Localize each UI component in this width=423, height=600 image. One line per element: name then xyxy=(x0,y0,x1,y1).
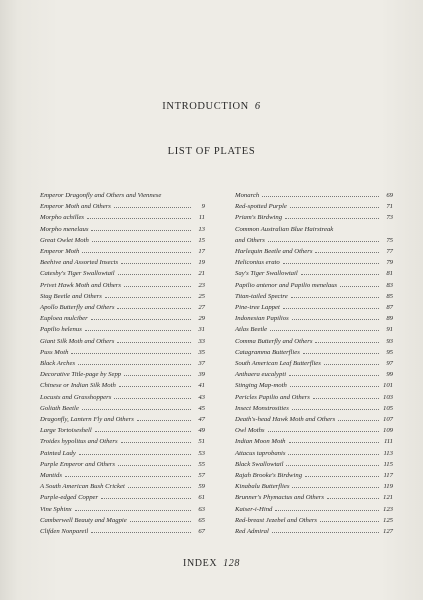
plate-list-item xyxy=(40,481,205,492)
dot-leader xyxy=(87,218,191,219)
plate-page-number: 49 xyxy=(198,427,205,435)
list-of-plates-title: LIST OF PLATES xyxy=(167,146,256,157)
plates-list-right-column xyxy=(235,190,393,537)
plate-page-number: 119 xyxy=(383,483,393,491)
plate-list-item xyxy=(235,492,393,503)
plate-title: Common Australian Blue Hairstreak xyxy=(235,225,334,233)
plate-title: Euploea mulciber xyxy=(40,315,88,323)
plate-page-number: 33 xyxy=(198,337,205,345)
plate-page-number: 55 xyxy=(198,460,205,468)
plate-title: Harlequin Beetle and Others xyxy=(235,248,313,256)
plate-list-item xyxy=(40,358,205,369)
plate-page-number: 9 xyxy=(201,203,205,211)
plate-title: Decorative Title-page by Sepp xyxy=(40,371,122,379)
plate-title: Titan-tailed Spectre xyxy=(235,292,288,300)
plate-page-number: 39 xyxy=(198,371,205,379)
plate-list-item xyxy=(235,235,393,246)
plate-list-item xyxy=(40,369,205,380)
plate-list-item xyxy=(235,347,393,358)
plate-page-number: 127 xyxy=(382,528,393,536)
plate-title: Red-breast Jezebel and Others xyxy=(235,516,318,524)
plate-page-number: 109 xyxy=(382,427,393,435)
plate-title: Locusts and Grasshoppers xyxy=(40,393,112,401)
plate-page-number: 19 xyxy=(198,259,205,267)
introduction-page-number: 6 xyxy=(254,101,261,112)
plate-title: Purple-edged Copper xyxy=(40,494,99,502)
plate-title: and Others xyxy=(235,236,265,244)
plate-list-item xyxy=(235,313,393,324)
dot-leader xyxy=(71,353,191,354)
plate-list-item xyxy=(235,358,393,369)
plate-page-number: 23 xyxy=(198,281,205,289)
plate-page-number: 53 xyxy=(198,449,205,457)
plate-page-number: 75 xyxy=(386,236,393,244)
dot-leader xyxy=(75,510,191,511)
plate-title: Say's Tiger Swallowtail xyxy=(235,270,298,278)
plate-title: South American Leaf Butterflies xyxy=(235,360,321,368)
plate-list-item xyxy=(40,403,205,414)
plate-page-number: 15 xyxy=(198,236,205,244)
plate-title: Rajah Brooke's Birdwing xyxy=(235,472,303,480)
index-page-number: 128 xyxy=(223,558,240,569)
plate-list-item xyxy=(40,235,205,246)
plate-title: A South American Bush Cricket xyxy=(40,483,125,491)
plate-page-number: 21 xyxy=(198,270,205,278)
plate-page-number: 25 xyxy=(198,292,205,300)
plate-title: Troides hypolitus and Others xyxy=(40,438,118,446)
plate-list-item xyxy=(235,224,393,235)
dot-leader xyxy=(128,487,191,488)
plate-title: Privet Hawk Moth and Others xyxy=(40,281,121,289)
dot-leader xyxy=(79,454,191,455)
plate-list-item xyxy=(40,224,205,235)
plate-page-number: 43 xyxy=(198,393,205,401)
plate-page-number: 11 xyxy=(198,214,205,222)
plate-page-number: 31 xyxy=(198,326,205,334)
plate-page-number: 113 xyxy=(383,449,393,457)
plate-page-number: 37 xyxy=(198,360,205,368)
plate-page-number: 107 xyxy=(382,416,393,424)
plate-title: Stinging Map-moth xyxy=(235,382,287,390)
plate-title: Monarch xyxy=(235,192,260,199)
plate-page-number: 65 xyxy=(198,516,205,524)
dot-leader xyxy=(283,263,379,264)
plate-list-item xyxy=(40,336,205,347)
plate-list-item xyxy=(235,201,393,212)
plate-list-item xyxy=(235,448,393,459)
plate-page-number: 59 xyxy=(198,483,205,491)
dot-leader xyxy=(118,274,191,275)
plate-title: Great Owlet Moth xyxy=(40,236,89,244)
dot-leader xyxy=(315,342,379,343)
plate-list-item xyxy=(235,481,393,492)
plate-page-number: 27 xyxy=(198,304,205,312)
plate-page-number: 115 xyxy=(383,460,393,468)
dot-leader xyxy=(289,375,379,376)
plate-title: Red Admiral xyxy=(235,528,269,536)
dot-leader xyxy=(114,207,191,208)
dot-leader xyxy=(315,252,379,253)
plate-list-item xyxy=(40,201,205,212)
dot-leader xyxy=(262,196,379,197)
plate-page-number: 123 xyxy=(382,505,393,513)
plate-page-number: 41 xyxy=(198,382,205,390)
dot-leader xyxy=(92,241,191,242)
plate-title: Mantids xyxy=(40,472,62,480)
plate-page-number: 67 xyxy=(198,528,205,536)
plate-title: Chinese or Indian Silk Moth xyxy=(40,382,116,390)
dot-leader xyxy=(270,330,379,331)
plate-page-number: 83 xyxy=(386,281,393,289)
dot-leader xyxy=(101,498,191,499)
dot-leader xyxy=(283,308,379,309)
plate-title: Camberwell Beauty and Magpie xyxy=(40,516,127,524)
dot-leader xyxy=(124,286,191,287)
plate-list-item xyxy=(235,425,393,436)
dot-leader xyxy=(275,510,379,511)
plate-list-item xyxy=(40,291,205,302)
dot-leader xyxy=(290,386,379,387)
plate-list-item xyxy=(235,246,393,257)
plate-list-item xyxy=(40,436,205,447)
plate-list-item xyxy=(40,526,205,537)
plate-page-number: 63 xyxy=(198,505,205,513)
plate-title: Apollo Butterfly and Others xyxy=(40,304,115,312)
dot-leader xyxy=(338,420,379,421)
plate-page-number: 69 xyxy=(386,192,393,199)
plate-title: Catesby's Tiger Swallowtail xyxy=(40,270,115,278)
dot-leader xyxy=(292,409,379,410)
plate-page-number: 99 xyxy=(386,371,393,379)
dot-leader xyxy=(305,476,379,477)
dot-leader xyxy=(121,263,191,264)
plate-list-item xyxy=(235,302,393,313)
plate-page-number: 125 xyxy=(382,516,393,524)
plate-list-item xyxy=(235,504,393,515)
plate-list-item xyxy=(235,212,393,223)
plate-title: Morpho menelaus xyxy=(40,225,89,233)
plate-list-item xyxy=(235,403,393,414)
plate-page-number: 71 xyxy=(386,203,393,211)
plate-title: Emperor Dragonfly and Others and Viennese xyxy=(40,192,162,199)
plate-page-number: 111 xyxy=(383,438,393,446)
index-label: INDEX xyxy=(183,558,218,569)
plate-title: Painted Lady xyxy=(40,449,76,457)
plate-title: Brunner's Phymactus and Others xyxy=(235,494,324,502)
plate-list-item xyxy=(40,257,205,268)
dot-leader xyxy=(285,218,379,219)
dot-leader xyxy=(65,476,191,477)
plate-page-number: 35 xyxy=(198,348,205,356)
plate-page-number: 95 xyxy=(386,348,393,356)
introduction-heading xyxy=(0,101,423,112)
plate-list-item xyxy=(235,257,393,268)
introduction-label: INTRODUCTION xyxy=(162,101,249,112)
plate-list-item xyxy=(40,246,205,257)
plate-list-item xyxy=(40,492,205,503)
plate-list-item xyxy=(40,515,205,526)
plate-page-number: 17 xyxy=(198,248,205,256)
plate-title: Stag Beetle and Others xyxy=(40,292,102,300)
plate-title: Large Tortoiseshell xyxy=(40,427,92,435)
plate-list-item xyxy=(235,369,393,380)
dot-leader xyxy=(324,364,379,365)
dot-leader xyxy=(91,319,191,320)
plate-page-number: 87 xyxy=(386,304,393,312)
plate-title: Giant Silk Moth and Others xyxy=(40,337,115,345)
plate-title: Death's-head Hawk Moth and Others xyxy=(235,416,336,424)
plate-list-item xyxy=(235,380,393,391)
plate-page-number: 105 xyxy=(382,404,393,412)
plate-list-item xyxy=(40,414,205,425)
plate-list-item xyxy=(235,515,393,526)
dot-leader xyxy=(117,342,191,343)
plate-page-number: 29 xyxy=(198,315,205,323)
plate-list-item xyxy=(40,392,205,403)
plate-title: Dragonfly, Lantern Fly and Others xyxy=(40,416,134,424)
plate-list-item xyxy=(235,280,393,291)
dot-leader xyxy=(290,207,379,208)
plates-list-left-column xyxy=(40,190,205,537)
plate-page-number: 91 xyxy=(386,326,393,334)
plate-page-number: 103 xyxy=(382,393,393,401)
dot-leader xyxy=(288,454,379,455)
dot-leader xyxy=(268,241,379,242)
plate-title: Morpho achilles xyxy=(40,214,85,222)
dot-leader xyxy=(286,465,379,466)
dot-leader xyxy=(78,364,191,365)
dot-leader xyxy=(130,521,191,522)
plate-page-number: 13 xyxy=(198,225,205,233)
plate-title: Owl Moths xyxy=(235,427,265,435)
dot-leader xyxy=(272,532,379,533)
index-heading xyxy=(0,558,423,569)
plate-title: Pericles Papilio and Others xyxy=(235,393,310,401)
plate-title: Attacus taprobanis xyxy=(235,449,286,457)
plate-list-item xyxy=(235,436,393,447)
plate-title: Kinabalu Butterflies xyxy=(235,483,290,491)
plate-page-number: 77 xyxy=(386,248,393,256)
plate-title: Pine-tree Lappet xyxy=(235,304,280,312)
plate-list-item xyxy=(40,212,205,223)
plate-title: Heliconius erato xyxy=(235,259,280,267)
plate-list-item xyxy=(40,347,205,358)
plate-title: Emperor Moth and Others xyxy=(40,203,111,211)
plate-page-number: 89 xyxy=(386,315,393,323)
plate-title: Priam's Birdwing xyxy=(235,214,283,222)
dot-leader xyxy=(114,398,191,399)
plate-list-item xyxy=(40,324,205,335)
dot-leader xyxy=(124,375,191,376)
plate-title: Insect Monstrosities xyxy=(235,404,289,412)
plate-page-number: 85 xyxy=(386,292,393,300)
dot-leader xyxy=(291,297,379,298)
plate-title: Clifden Nonpareil xyxy=(40,528,89,536)
plate-list-item xyxy=(235,291,393,302)
plate-page-number: 81 xyxy=(386,270,393,278)
plate-list-item xyxy=(40,313,205,324)
plate-list-item xyxy=(40,380,205,391)
dot-leader xyxy=(340,286,379,287)
dot-leader xyxy=(303,353,379,354)
plate-page-number: 73 xyxy=(386,214,393,222)
dot-leader xyxy=(85,330,191,331)
plate-page-number: 93 xyxy=(386,337,393,345)
plate-title: Puss Moth xyxy=(40,348,69,356)
plate-title: Papilio antenor and Papilio menelaus xyxy=(235,281,338,289)
plate-list-item xyxy=(40,425,205,436)
dot-leader xyxy=(117,308,191,309)
plate-list-item xyxy=(235,324,393,335)
plate-title: Indonesian Papilios xyxy=(235,315,289,323)
plate-page-number: 47 xyxy=(198,416,205,424)
plate-title: Atlas Beetle xyxy=(235,326,268,334)
plate-title: Black Arches xyxy=(40,360,76,368)
plate-title: Kaiser-i-Hind xyxy=(235,505,273,513)
dot-leader xyxy=(105,297,191,298)
plate-title: Papilio helenus xyxy=(40,326,82,334)
plate-list-item xyxy=(235,526,393,537)
plate-list-item xyxy=(235,190,393,201)
plate-title: Vine Sphinx xyxy=(40,505,72,513)
dot-leader xyxy=(118,465,191,466)
plate-list-item xyxy=(235,414,393,425)
plate-title: Purple Emperor and Others xyxy=(40,460,115,468)
plate-page-number: 117 xyxy=(383,472,393,480)
plate-title: Black Swallowtail xyxy=(235,460,284,468)
plate-list-item xyxy=(235,336,393,347)
plate-page-number: 79 xyxy=(386,259,393,267)
dot-leader xyxy=(95,431,191,432)
dot-leader xyxy=(121,442,191,443)
dot-leader xyxy=(320,521,379,522)
plate-title: Indian Moon Moth xyxy=(235,438,286,446)
plate-page-number: 121 xyxy=(382,494,393,502)
plate-title: Comma Butterfly and Others xyxy=(235,337,313,345)
dot-leader xyxy=(119,386,191,387)
plate-list-item xyxy=(235,392,393,403)
plate-list-item xyxy=(40,504,205,515)
plate-page-number: 51 xyxy=(198,438,205,446)
plate-list-item xyxy=(40,470,205,481)
plate-list-item xyxy=(40,302,205,313)
dot-leader xyxy=(137,420,191,421)
plate-title: Catagramma Butterflies xyxy=(235,348,300,356)
dot-leader xyxy=(292,319,379,320)
dot-leader xyxy=(313,398,379,399)
plate-list-item xyxy=(235,470,393,481)
plate-list-item xyxy=(40,448,205,459)
plate-list-item xyxy=(235,459,393,470)
dot-leader xyxy=(327,498,379,499)
plate-page-number: 45 xyxy=(198,404,205,412)
plate-list-item xyxy=(40,190,205,201)
plate-page-number: 61 xyxy=(198,494,205,502)
plate-page-number: 97 xyxy=(386,360,393,368)
plate-list-item xyxy=(40,280,205,291)
plate-title: Red-spotted Purple xyxy=(235,203,287,211)
plate-title: Emperor Moth xyxy=(40,248,80,256)
plate-title: Anthaera eucalypti xyxy=(235,371,287,379)
plate-list-item xyxy=(40,268,205,279)
plate-page-number: 101 xyxy=(382,382,393,390)
dot-leader xyxy=(91,532,191,533)
dot-leader xyxy=(292,487,379,488)
dot-leader xyxy=(268,431,379,432)
dot-leader xyxy=(82,252,191,253)
plate-list-item xyxy=(40,459,205,470)
dot-leader xyxy=(82,409,191,410)
plate-title: Goliath Beetle xyxy=(40,404,79,412)
plate-title: Beehive and Assorted Insects xyxy=(40,259,119,267)
plate-page-number: 57 xyxy=(198,472,205,480)
plate-list-item xyxy=(235,268,393,279)
dot-leader xyxy=(91,230,191,231)
dot-leader xyxy=(301,274,379,275)
dot-leader xyxy=(289,442,379,443)
